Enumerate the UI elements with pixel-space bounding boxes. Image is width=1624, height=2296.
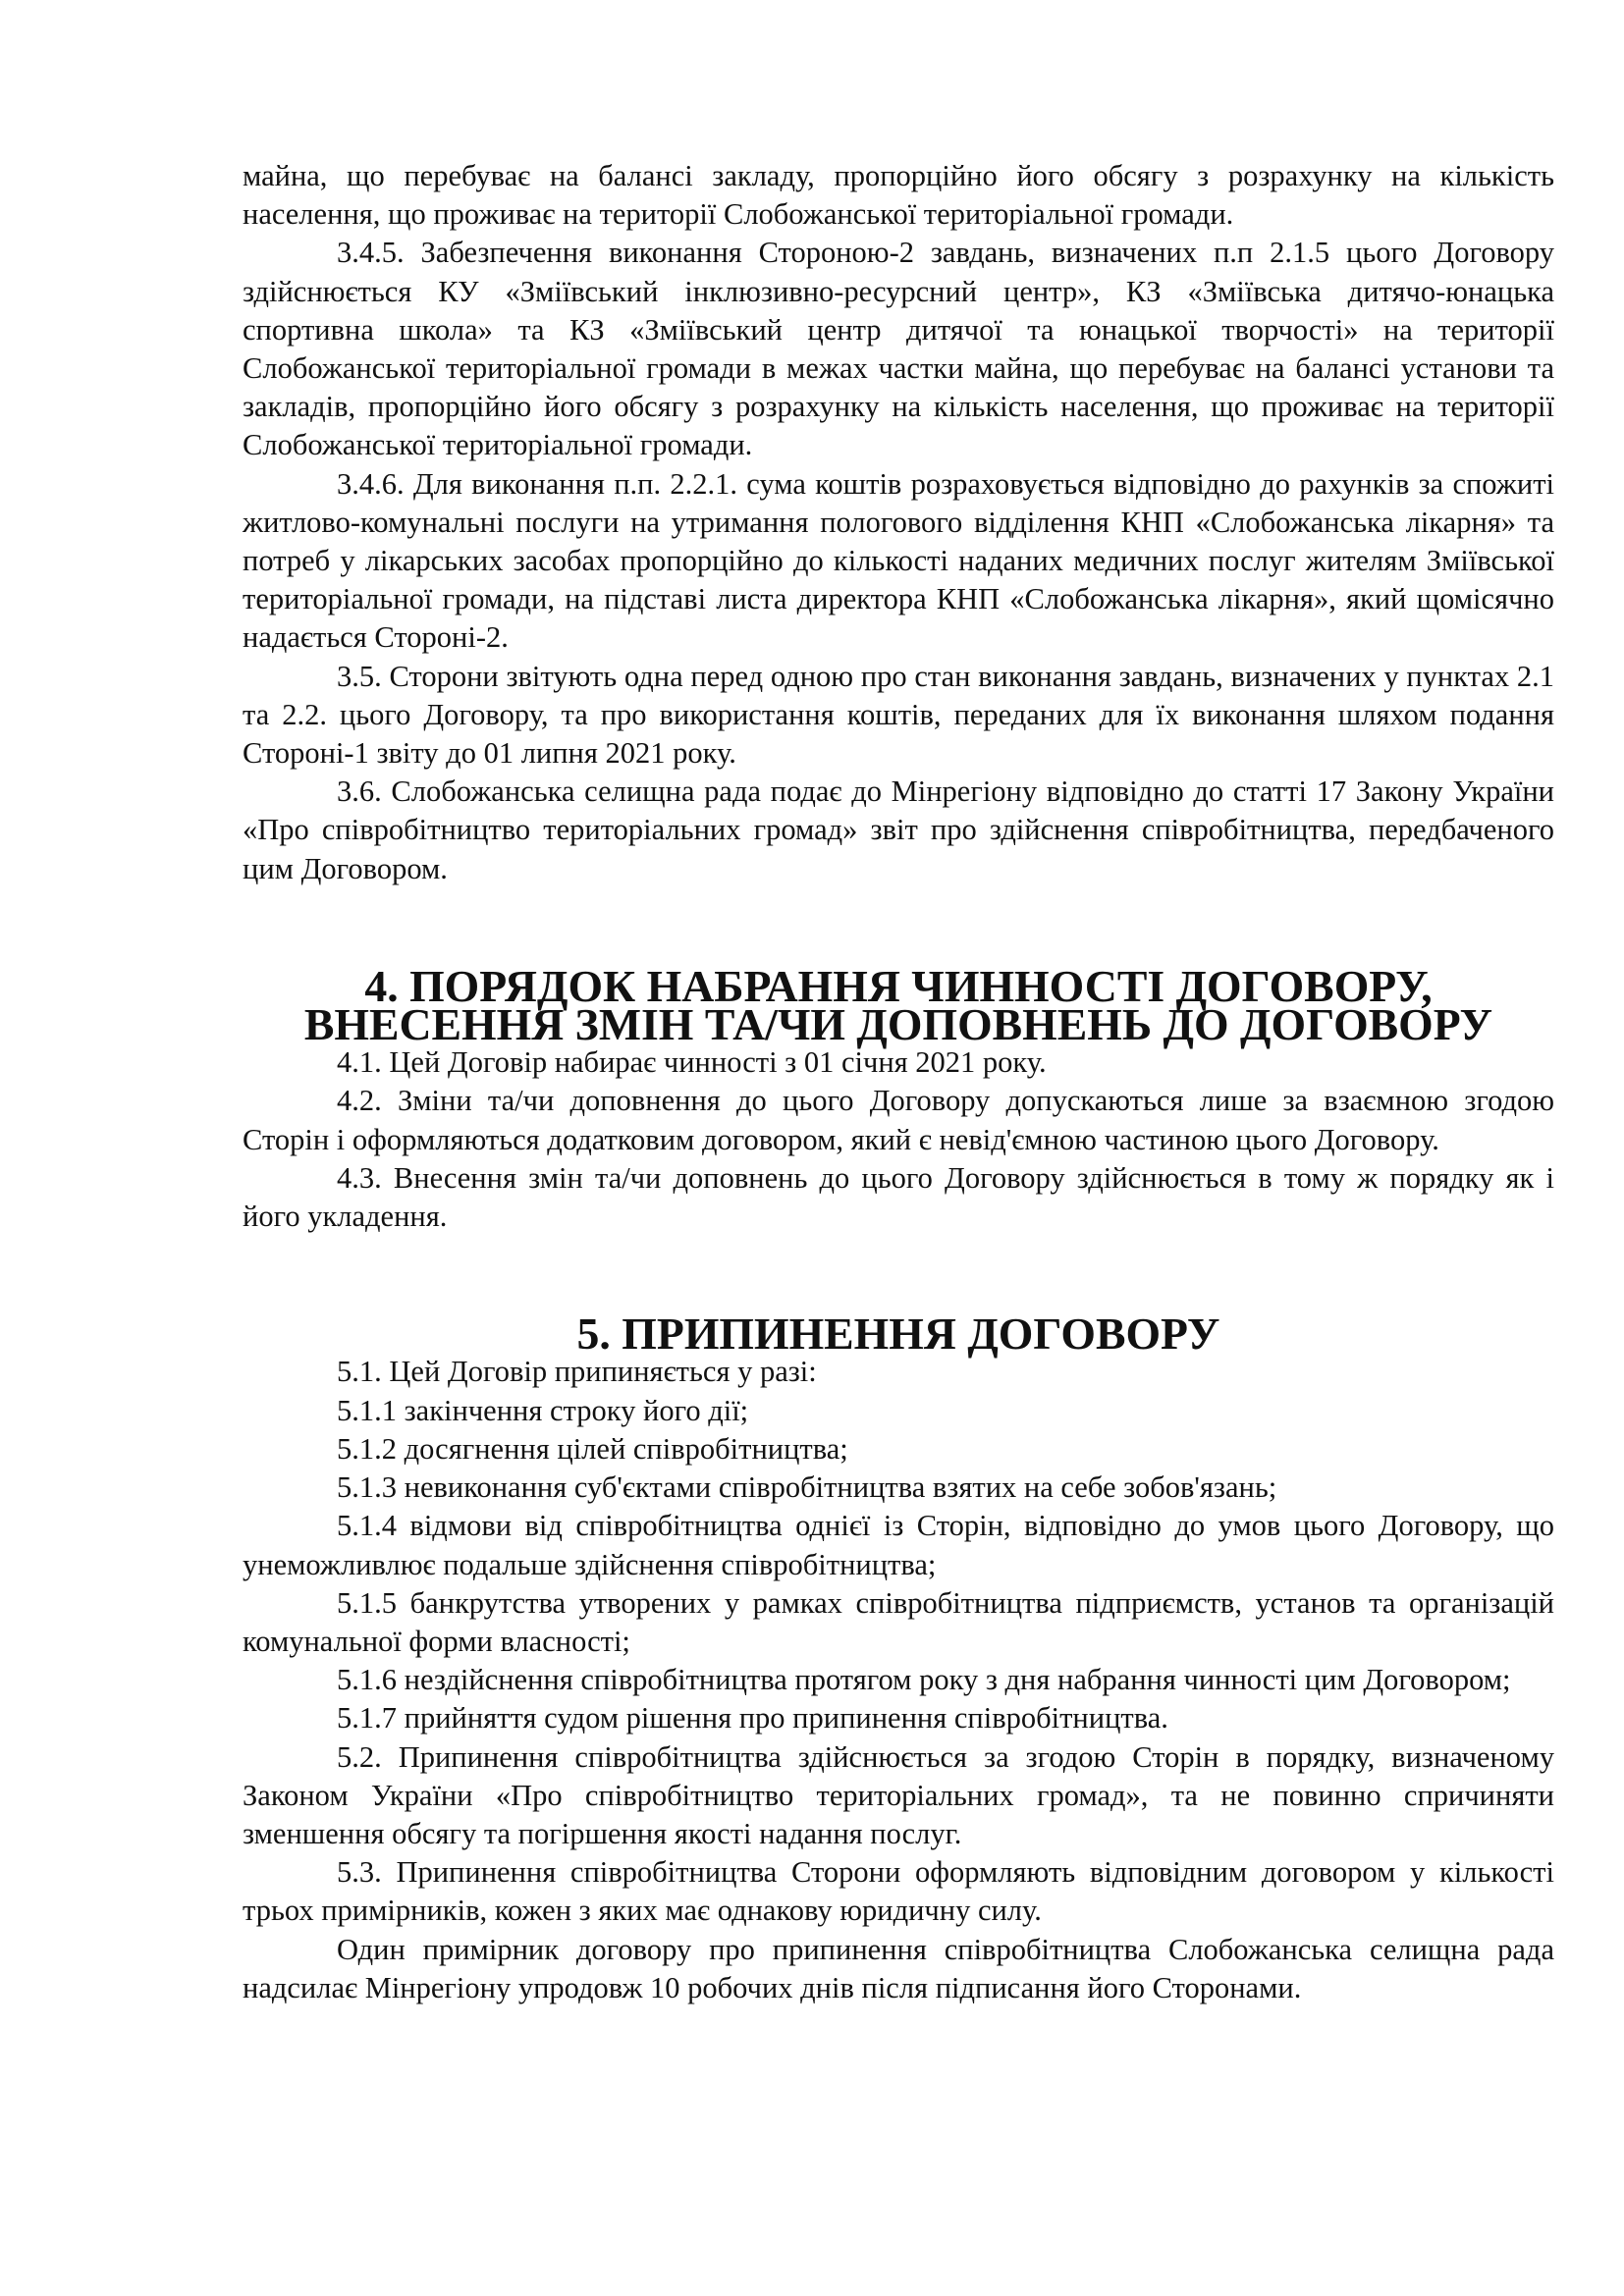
document-page: [243, 157, 1554, 2007]
paragraph: 3.5. Сторони звітують одна перед одною про стан виконання завдань, визначених у пунктах 2.1 та 2.2. цього Договору, та про використання коштів, переданих для їх виконання шляхом подання Стороні-1 звіту до 01 липня 2021 року.: [243, 659, 1554, 771]
paragraph: 4.1. Цей Договір набирає чинності з 01 січня 2021 року.: [337, 1045, 1047, 1080]
paragraph: 3.6. Слобожанська селищна рада подає до Мінрегіону відповідно до статті 17 Закону України «Про співробітництво територіальних громад» звіт про здійснення співробітництва, передбаченого цим Договором.: [243, 774, 1554, 885]
section-heading: 5. ПРИПИНЕННЯ ДОГОВОРУ: [576, 1308, 1220, 1360]
paragraph: 5.1.2 досягнення цілей співробітництва;: [337, 1431, 848, 1466]
paragraph: 5.3. Припинення співробітництва Сторони оформляють відповідним договором у кількості трьох примірників, кожен з яких має однакову юридичну силу.: [243, 1855, 1554, 1928]
section-spacer: [243, 888, 1554, 967]
paragraph: 5.1.5 банкрутства утворених у рамках співробітництва підприємств, установ та організацій комунальної форми власності;: [243, 1585, 1554, 1658]
paragraph: 5.1.3 невиконання суб'єктами співробітництва взятих на себе зобов'язань;: [337, 1470, 1277, 1505]
paragraph: 5.1.6 нездійснення співробітництва протягом року з дня набрання чинності цим Договором;: [337, 1663, 1511, 1697]
paragraph: 5.1.1 закінчення строку його дії;: [337, 1393, 749, 1427]
paragraph: 5.2. Припинення співробітництва здійснюється за згодою Сторін в порядку, визначеному Законом України «Про співробітництво територіальних громад», та не повинно спричиняти зменшення обсягу та погіршення якості надання послуг.: [243, 1739, 1554, 1850]
section-spacer: [243, 1236, 1554, 1314]
paragraph: 4.3. Внесення змін та/чи доповнень до цього Договору здійснюється в тому ж порядку як і його укладення.: [243, 1160, 1554, 1234]
paragraph: Один примірник договору про припинення співробітництва Слобожанська селищна рада надсилає Мінрегіону упродовж 10 робочих днів після підписання його Сторонами.: [243, 1932, 1554, 2004]
paragraph: 5.1.7 прийняття судом рішення про припинення співробітництва.: [337, 1701, 1168, 1735]
section-heading: 4. ПОРЯДОК НАБРАННЯ ЧИННОСТІ ДОГОВОРУ, ВНЕСЕННЯ ЗМІН ТА/ЧИ ДОПОВНЕНЬ ДО ДОГОВОРУ: [303, 960, 1493, 1050]
paragraph: 4.2. Зміни та/чи доповнення до цього Договору допускаються лише за взаємною згодою Сторін і оформляються додатковим договором, який є невід'ємною частиною цього Договору.: [243, 1084, 1554, 1156]
paragraph: 3.4.6. Для виконання п.п. 2.2.1. сума коштів розраховується відповідно до рахунків за спожиті житлово-комунальні послуги на утримання пологового відділення КНП «Слобожанська лікарня» та потреб у лікарських засобах пропорційно до кількості наданих медичних послуг жителям Зміївської територіальної громади, на підставі листа директора КНП «Слобожанська лікарня», який щомісячно надається Стороні-2.: [243, 466, 1554, 655]
paragraph: майна, що перебуває на балансі закладу, пропорційно його обсягу з розрахунку на кількість населення, що проживає на території Слобожанської територіальної громади.: [243, 159, 1554, 232]
paragraph: 5.1. Цей Договір припиняється у разі:: [337, 1355, 817, 1389]
paragraph: 3.4.5. Забезпечення виконання Стороною-2 завдань, визначених п.п 2.1.5 цього Договору здійснюється КУ «Зміївський інклюзивно-ресурсний центр», КЗ «Зміївська дитячо-юнацька спортивна школа» та КЗ «Зміївський центр дитячої та юнацької творчості» на території Слобожанської територіальної громади в межах частки майна, що перебуває на балансі установи та закладів, пропорційно його обсягу з розрахунку на кількість населення, що проживає на території Слобожанської територіальної громади.: [243, 236, 1554, 462]
paragraph: 5.1.4 відмови від співробітництва однієї із Сторін, відповідно до умов цього Договору, що унеможливлює подальше здійснення співробітництва;: [243, 1509, 1554, 1581]
